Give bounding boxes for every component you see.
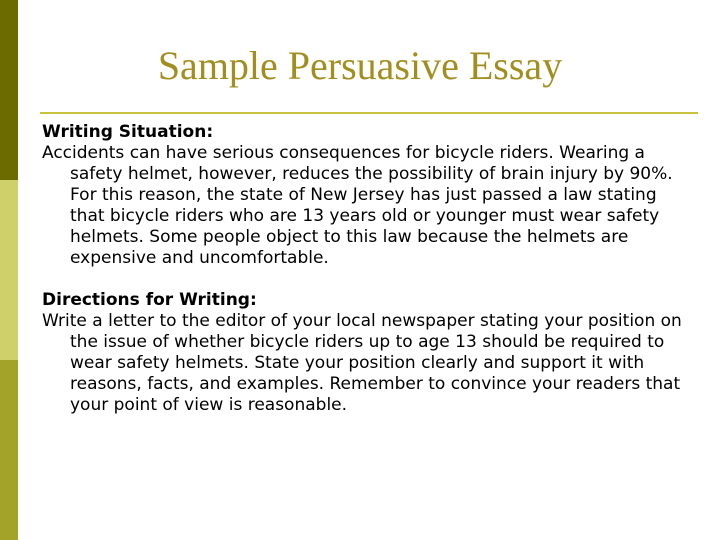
left-band-middle — [0, 180, 18, 360]
directions-heading: Directions for Writing: — [42, 290, 257, 310]
title-divider — [40, 112, 698, 114]
left-band-top — [0, 0, 18, 180]
section-spacer — [42, 269, 682, 290]
slide-body — [42, 122, 682, 416]
left-band-bottom — [0, 360, 18, 540]
directions-text: Write a letter to the editor of your local newspaper stating your position on the issue of whether bicycle riders up to age 13 should be required to wear safety helmets. State your position clearly and support it with reasons, facts, and examples. Remember to convince your readers that your point of view is reasonable. — [42, 311, 682, 415]
slide-title: Sample Persuasive Essay — [157, 43, 563, 88]
writing-situation-text: Accidents can have serious consequences for bicycle riders. Wearing a safety helmet, however, reduces the possibility of brain injury by 90%. For this reason, the state of New Jersey has just passed a law stating that bicycle riders who are 13 years old or younger must wear safety helmets. Some people object to this law because the helmets are expensive and uncomfortable. — [42, 143, 673, 268]
writing-situation-heading: Writing Situation: — [42, 122, 214, 142]
